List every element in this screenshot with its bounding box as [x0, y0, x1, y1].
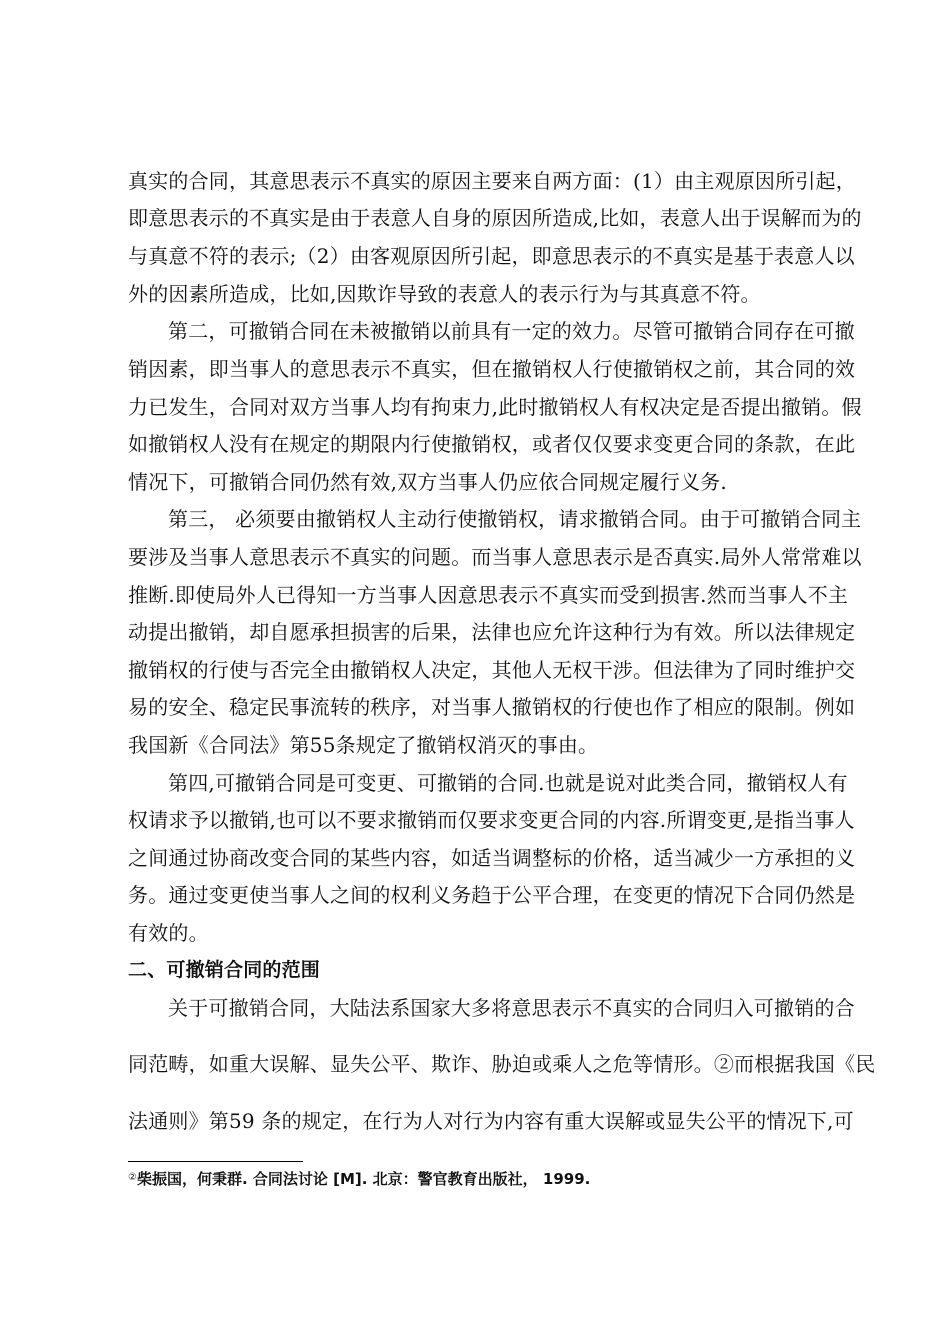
paragraph-start: 第二，可撤销合同在未被撤销以前具有一定的效力。尽管可撤销合同存在可撤 [168, 319, 855, 343]
body-line: 动提出撤销，却自愿承担损害的后果，法律也应允许这种行为有效。所以法律规定 [128, 620, 856, 644]
body-line: 与真意不符的表示;（2）由客观原因所引起，即意思表示的不真实是基于表意人以 [128, 244, 855, 268]
body-text: 同范畴，如重大误解、显失公平、欺诈、胁迫或乘人之危等情形。 [128, 1052, 714, 1076]
body-line: 如撤销权人没有在规定的期限内行使撤销权，或者仅仅要求变更合同的条款，在此 [128, 432, 856, 456]
body-line: 真实的合同，其意思表示不真实的原因主要来自两方面：(1）由主观原因所引起， [128, 169, 856, 193]
footnote-reference[interactable]: ② [713, 1052, 735, 1076]
paragraph-start: 关于可撤销合同，大陆法系国家大多将意思表示不真实的合同归入可撤销的合 [168, 996, 855, 1020]
body-line: 我国新《合同法》第55条规定了撤销权消灭的事由。 [128, 733, 599, 757]
body-line: 易的安全、稳定民事流转的秩序，对当事人撤销权的行使也作了相应的限制。例如 [128, 695, 856, 719]
body-line: 之间通过协商改变合同的某些内容，如适当调整标的价格，适当减少一方承担的义 [128, 846, 856, 870]
body-line: 销因素，即当事人的意思表示不真实，但在撤销权人行使撤销权之前，其合同的效 [128, 357, 856, 381]
body-line: 务。通过变更使当事人之间的权利义务趋于公平合理，在变更的情况下合同仍然是 [128, 883, 856, 907]
footnote [128, 1167, 828, 1190]
body-line: 要涉及当事人意思表示不真实的问题。而当事人意思表示是否真实.局外人常常难以 [128, 545, 862, 569]
body-line: 权请求予以撤销,也可以不要求撤销而仅要求变更合同的内容.所谓变更,是指当事人 [128, 808, 855, 832]
body-line: 撤销权的行使与否完全由撤销权人决定，其他人无权干涉。但法律为了同时维护交 [128, 658, 856, 682]
section-heading: 二、可撤销合同的范围 [128, 959, 321, 981]
body-line: 推断.即使局外人已得知一方当事人因意思表示不真实而受到损害.然而当事人不主 [128, 583, 849, 607]
body-line: 外的因素所造成，比如,因欺诈导致的表意人的表示行为与其真意不符。 [128, 282, 761, 306]
body-line [128, 1051, 876, 1077]
paragraph-start: 第四,可撤销合同是可变更、可撤销的合同.也就是说对此类合同，撤销权人有 [168, 771, 848, 795]
body-text: 而根据我国《民 [734, 1052, 876, 1076]
footnote-text: 柴振国，何秉群. 合同法讨论 [M]. 北京：警官教育出版社， 1999. [136, 1170, 591, 1188]
body-line: 法通则》第59 条的规定，在行为人对行为内容有重大误解或显失公平的情况下,可 [128, 1109, 854, 1133]
body-line: 力已发生，合同对双方当事人均有拘束力,此时撤销权人有权决定是否提出撤销。假 [128, 395, 862, 419]
body-line: 有效的。 [128, 921, 209, 945]
body-line: 情况下，可撤销合同仍然有效,双方当事人仍应依合同规定履行义务. [128, 470, 727, 494]
footnote-separator [128, 1161, 303, 1162]
paragraph-start: 第三， 必须要由撤销权人主动行使撤销权，请求撤销合同。由于可撤销合同主 [168, 507, 862, 531]
body-line: 即意思表示的不真实是由于表意人自身的原因所造成,比如，表意人出于误解而为的 [128, 206, 862, 230]
footnote-mark: ② [128, 1172, 137, 1183]
